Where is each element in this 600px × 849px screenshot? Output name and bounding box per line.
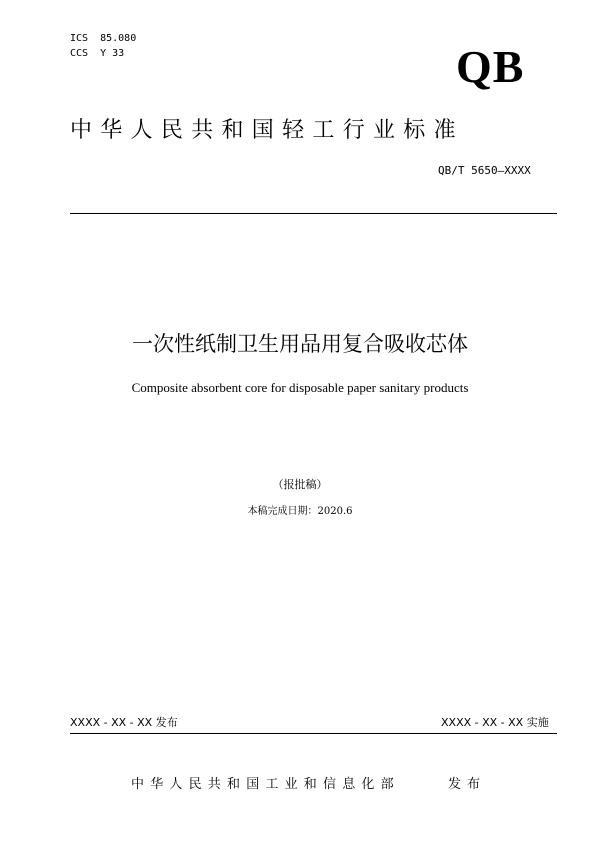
ics-code: ICS 85.080: [70, 33, 137, 44]
document-title-english: Composite absorbent core for disposable paper sanitary products: [131, 380, 469, 395]
draft-status: （报批稿）: [272, 478, 328, 491]
ccs-code: CCS Y 33: [70, 48, 125, 59]
implement-date: XXXX - XX - XX 实施: [441, 716, 549, 729]
issue-label: 发布: [448, 777, 487, 792]
standard-number: QB/T 5650—XXXX: [438, 164, 531, 177]
issuing-authority: 中华人民共和国工业和信息化部: [131, 777, 400, 792]
industry-standard-title: 中华人民共和国轻工行业标准: [70, 118, 464, 143]
top-divider: [70, 213, 557, 214]
document-title-chinese: 一次性纸制卫生用品用复合吸收芯体: [132, 332, 468, 356]
bottom-divider: [70, 733, 557, 734]
qb-logo: QB: [456, 41, 525, 92]
publish-date: XXXX - XX - XX 发布: [70, 716, 178, 729]
completion-date: 本稿完成日期：2020.6: [247, 506, 353, 517]
